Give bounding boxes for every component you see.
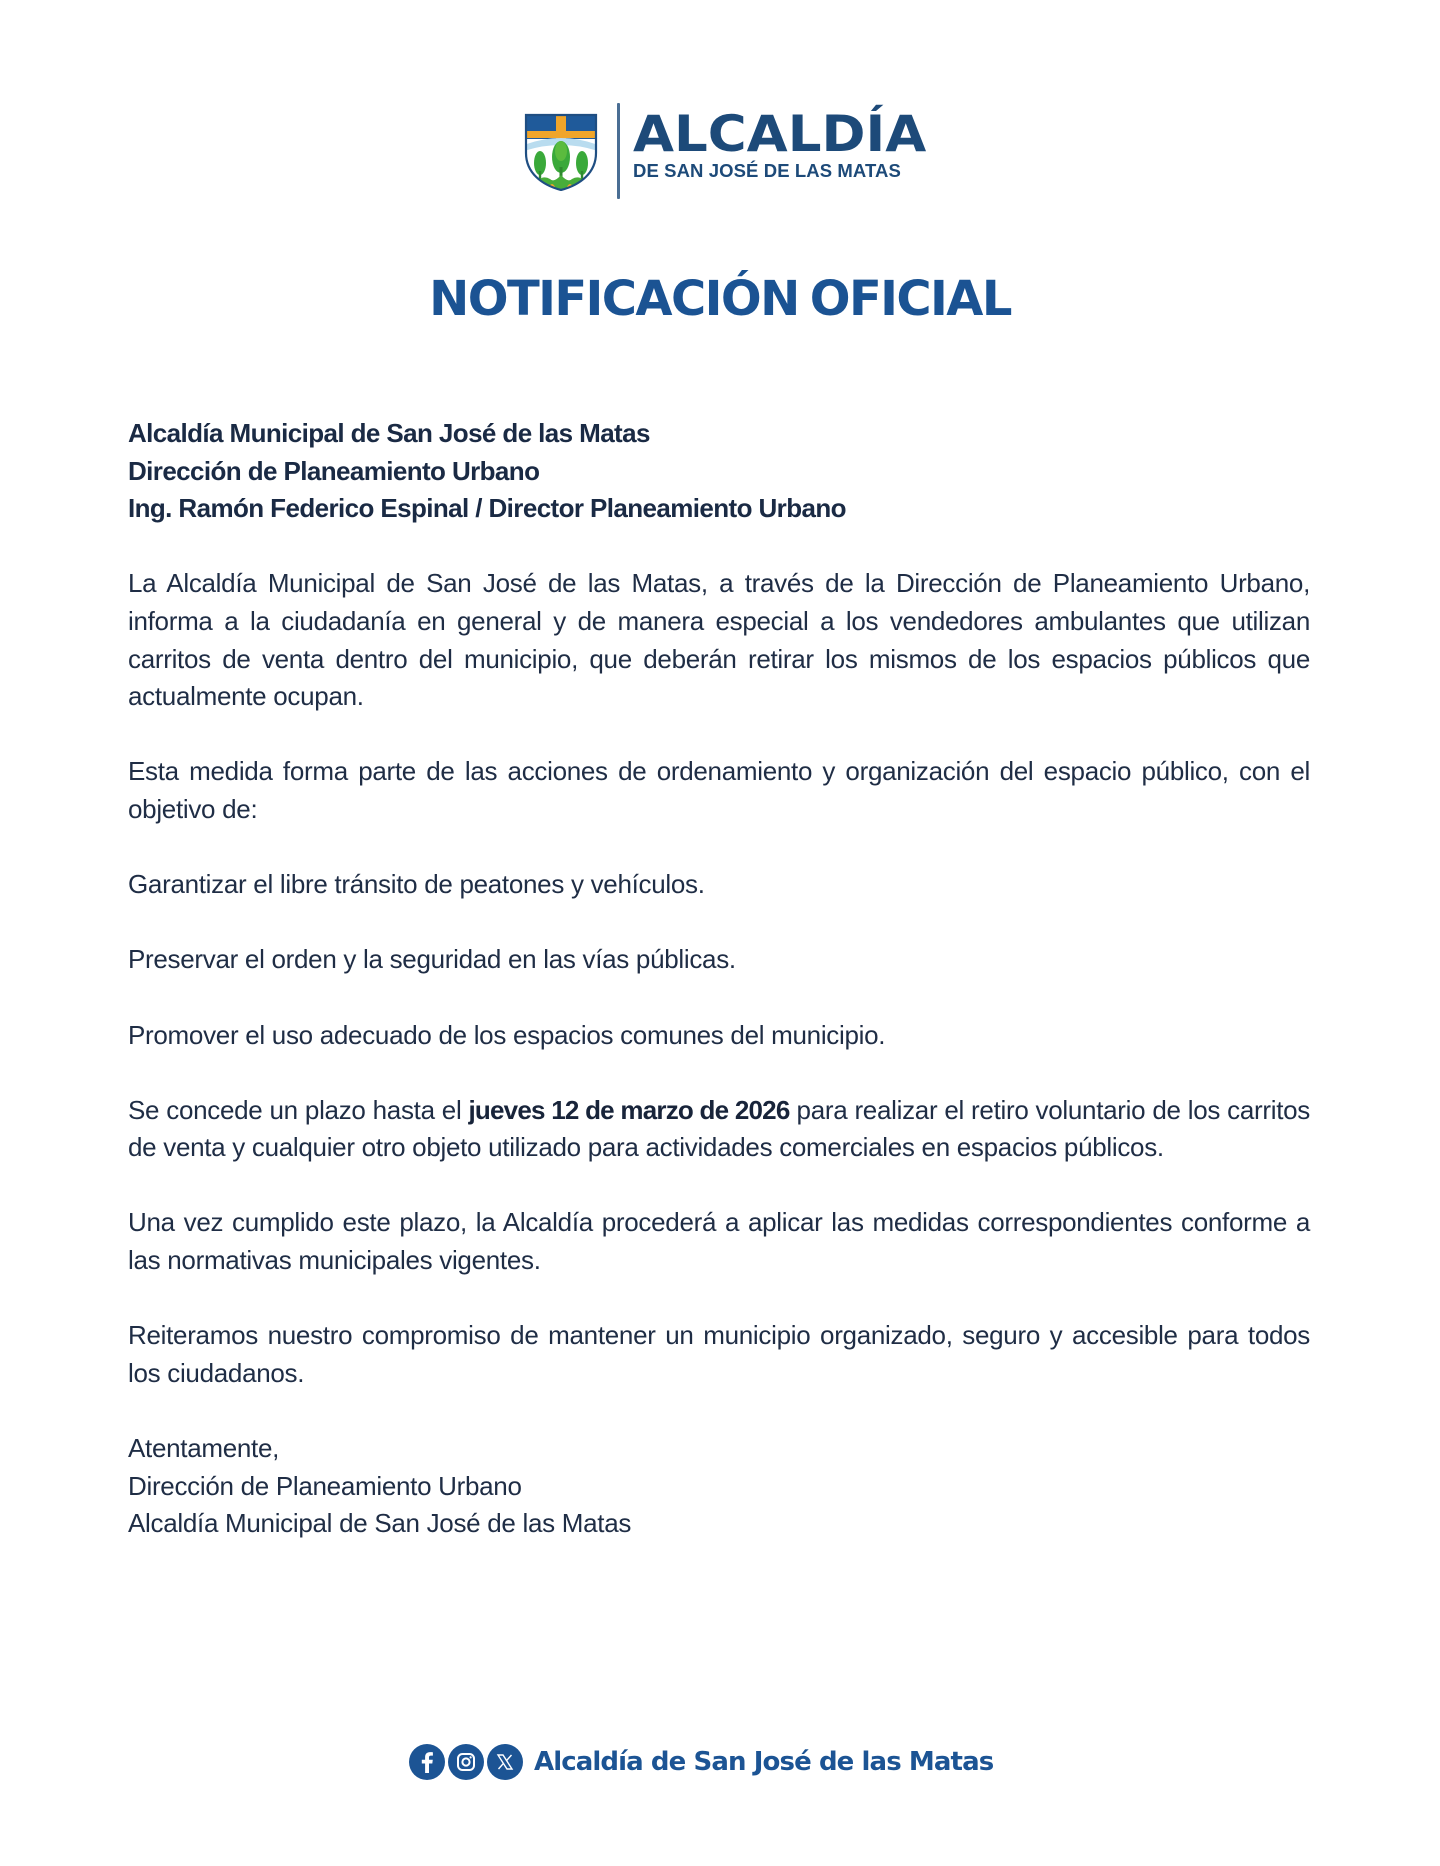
objective-item: Garantizar el libre tránsito de peatones y vehículos. — [128, 869, 705, 900]
footer-handle: Alcaldía de San José de las Matas — [534, 1747, 994, 1777]
paragraph-measure: Esta medida forma parte de las acciones de ordenamiento y organización del espacio público, con el objetivo de: — [128, 756, 1310, 824]
header-line-institution: Alcaldía Municipal de San José de las Matas — [128, 418, 650, 448]
document-title: NOTIFICACIÓN OFICIAL — [429, 271, 1011, 327]
footer-social — [409, 1743, 993, 1781]
sender-header — [128, 415, 1310, 528]
logo-title: ALCALDÍA — [633, 105, 927, 163]
signature-closing: Atentamente, — [128, 1433, 280, 1464]
deadline-date: jueves 12 de marzo de 2026 — [468, 1094, 790, 1125]
x-icon[interactable] — [487, 1744, 523, 1780]
paragraph-intro: La Alcaldía Municipal de San José de las Matas, a través de la Dirección de Planeamiento Urbano, informa a la ciudadanía en general y de manera especial a los vendedores ambulantes que utilizan carritos de venta dentro del municipio, que deberán retirar los mismos de los espacios públicos que actualmente ocupan. — [128, 568, 1310, 712]
paragraph-enforcement: Una vez cumplido este plazo, la Alcaldía procederá a aplicar las medidas correspondientes conforme a las normativas municipales vigentes. — [128, 1207, 1310, 1276]
shield-emblem-icon — [524, 109, 598, 191]
paragraph-deadline — [128, 1092, 1310, 1167]
document-body — [128, 415, 1310, 1543]
signature-institution: Alcaldía Municipal de San José de las Matas — [128, 1508, 632, 1539]
signature-department: Dirección de Planeamiento Urbano — [128, 1470, 522, 1501]
logo-subtitle: DE SAN JOSÉ DE LAS MATAS — [633, 160, 901, 181]
signature-block — [128, 1430, 1310, 1543]
logo-wordmark — [633, 105, 927, 181]
municipal-logo — [524, 100, 927, 200]
paragraph-commitment: Reiteramos nuestro compromiso de mantener un municipio organizado, seguro y accesible para todos los ciudadanos. — [128, 1320, 1310, 1388]
logo-divider — [617, 103, 620, 199]
objective-item: Preservar el orden y la seguridad en las vías públicas. — [128, 944, 736, 975]
header-line-director: Ing. Ramón Federico Espinal / Director Planeamiento Urbano — [128, 493, 846, 524]
deadline-text-after: para realizar el retiro voluntario de los carritos de venta y cualquier otro objeto utilizado para actividades comerciales en espacios públicos. — [128, 1094, 1310, 1163]
header-line-department: Dirección de Planeamiento Urbano — [128, 455, 540, 486]
deadline-text-before: Se concede un plazo hasta el — [128, 1094, 469, 1125]
facebook-icon[interactable] — [409, 1744, 445, 1780]
instagram-icon[interactable] — [448, 1744, 484, 1780]
objective-item: Promover el uso adecuado de los espacios comunes del municipio. — [128, 1019, 886, 1050]
